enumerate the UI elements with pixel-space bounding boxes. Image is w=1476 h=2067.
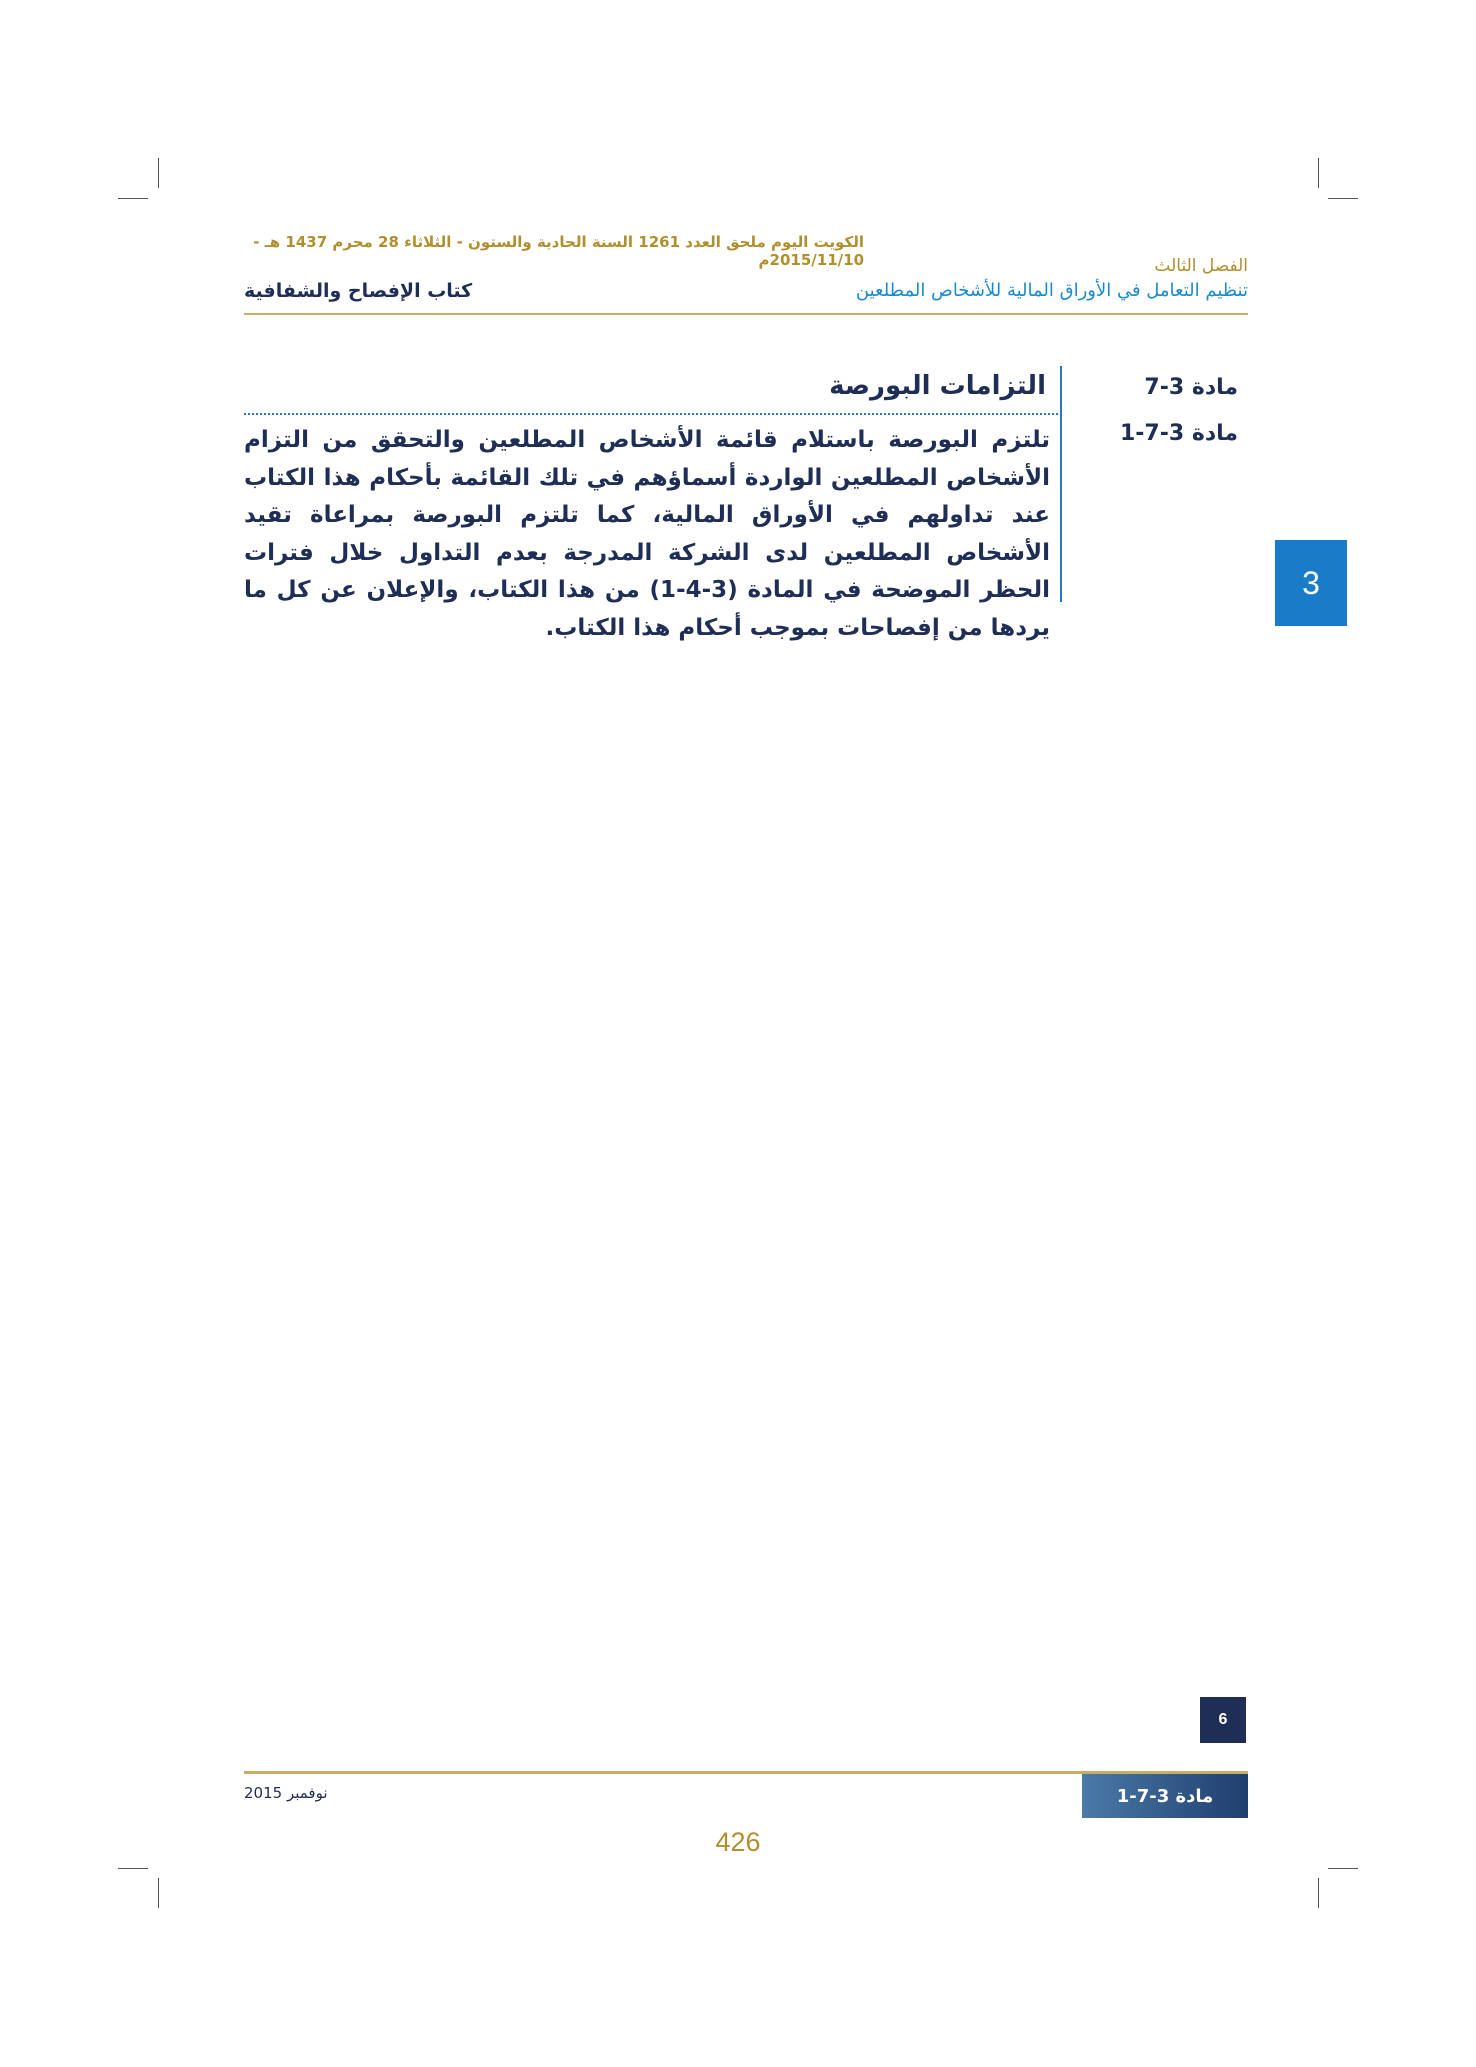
gazette-line: الكويت اليوم ملحق العدد 1261 السنة الحادية والستون - الثلاثاء 28 محرم 1437 هـ - 2015/11/10م [253, 233, 864, 269]
article-body: تلتزم البورصة باستلام قائمة الأشخاص المطلعين والتحقق من التزام الأشخاص المطلعين الواردة أسماؤهم في تلك القائمة بأحكام هذا الكتاب عند تداولهم في الأوراق المالية، كما تلتزم البورصة بمراعاة تقيد الأشخاص المطلعين لدى الشركة المدرجة بعدم التداول خلال فترات الحظر الموضحة في المادة (3-4-1) من هذا الكتاب، والإعلان عن كل ما يردها من إفصاحات بموجب أحكام هذا الكتاب. [244, 427, 1050, 641]
crop-mark-bottom-left-v [158, 1878, 159, 1908]
page-number: 426 [715, 1827, 761, 1857]
book-title: كتاب الإفصاح والشفافية [244, 280, 473, 302]
header-rule [244, 313, 1248, 315]
crop-mark-bottom-left-h [118, 1868, 148, 1869]
chapter-label: الفصل الثالث [1154, 256, 1248, 276]
crop-mark-bottom-right-h [1328, 1868, 1358, 1869]
article-label-main: مادة 3-7 [1144, 375, 1238, 400]
footer-article-bar: مادة 3-7-1 [1082, 1774, 1248, 1818]
section-page-box: 6 [1200, 1697, 1246, 1743]
crop-mark-top-left-v [158, 158, 159, 188]
crop-mark-top-left-h [118, 198, 148, 199]
section-heading: التزامات البورصة [829, 371, 1046, 401]
article-label-sub: مادة 3-7-1 [1119, 421, 1238, 446]
crop-mark-top-right-v [1318, 158, 1319, 188]
article-divider [1060, 366, 1062, 602]
chapter-tab[interactable]: 3 [1275, 540, 1347, 626]
chapter-title: تنظيم التعامل في الأوراق المالية للأشخاص المطلعين [855, 280, 1248, 301]
crop-mark-top-right-h [1328, 198, 1358, 199]
dotted-rule [244, 413, 1058, 415]
crop-mark-bottom-right-v [1318, 1878, 1319, 1908]
footer-date: نوفمبر 2015 [244, 1784, 328, 1802]
